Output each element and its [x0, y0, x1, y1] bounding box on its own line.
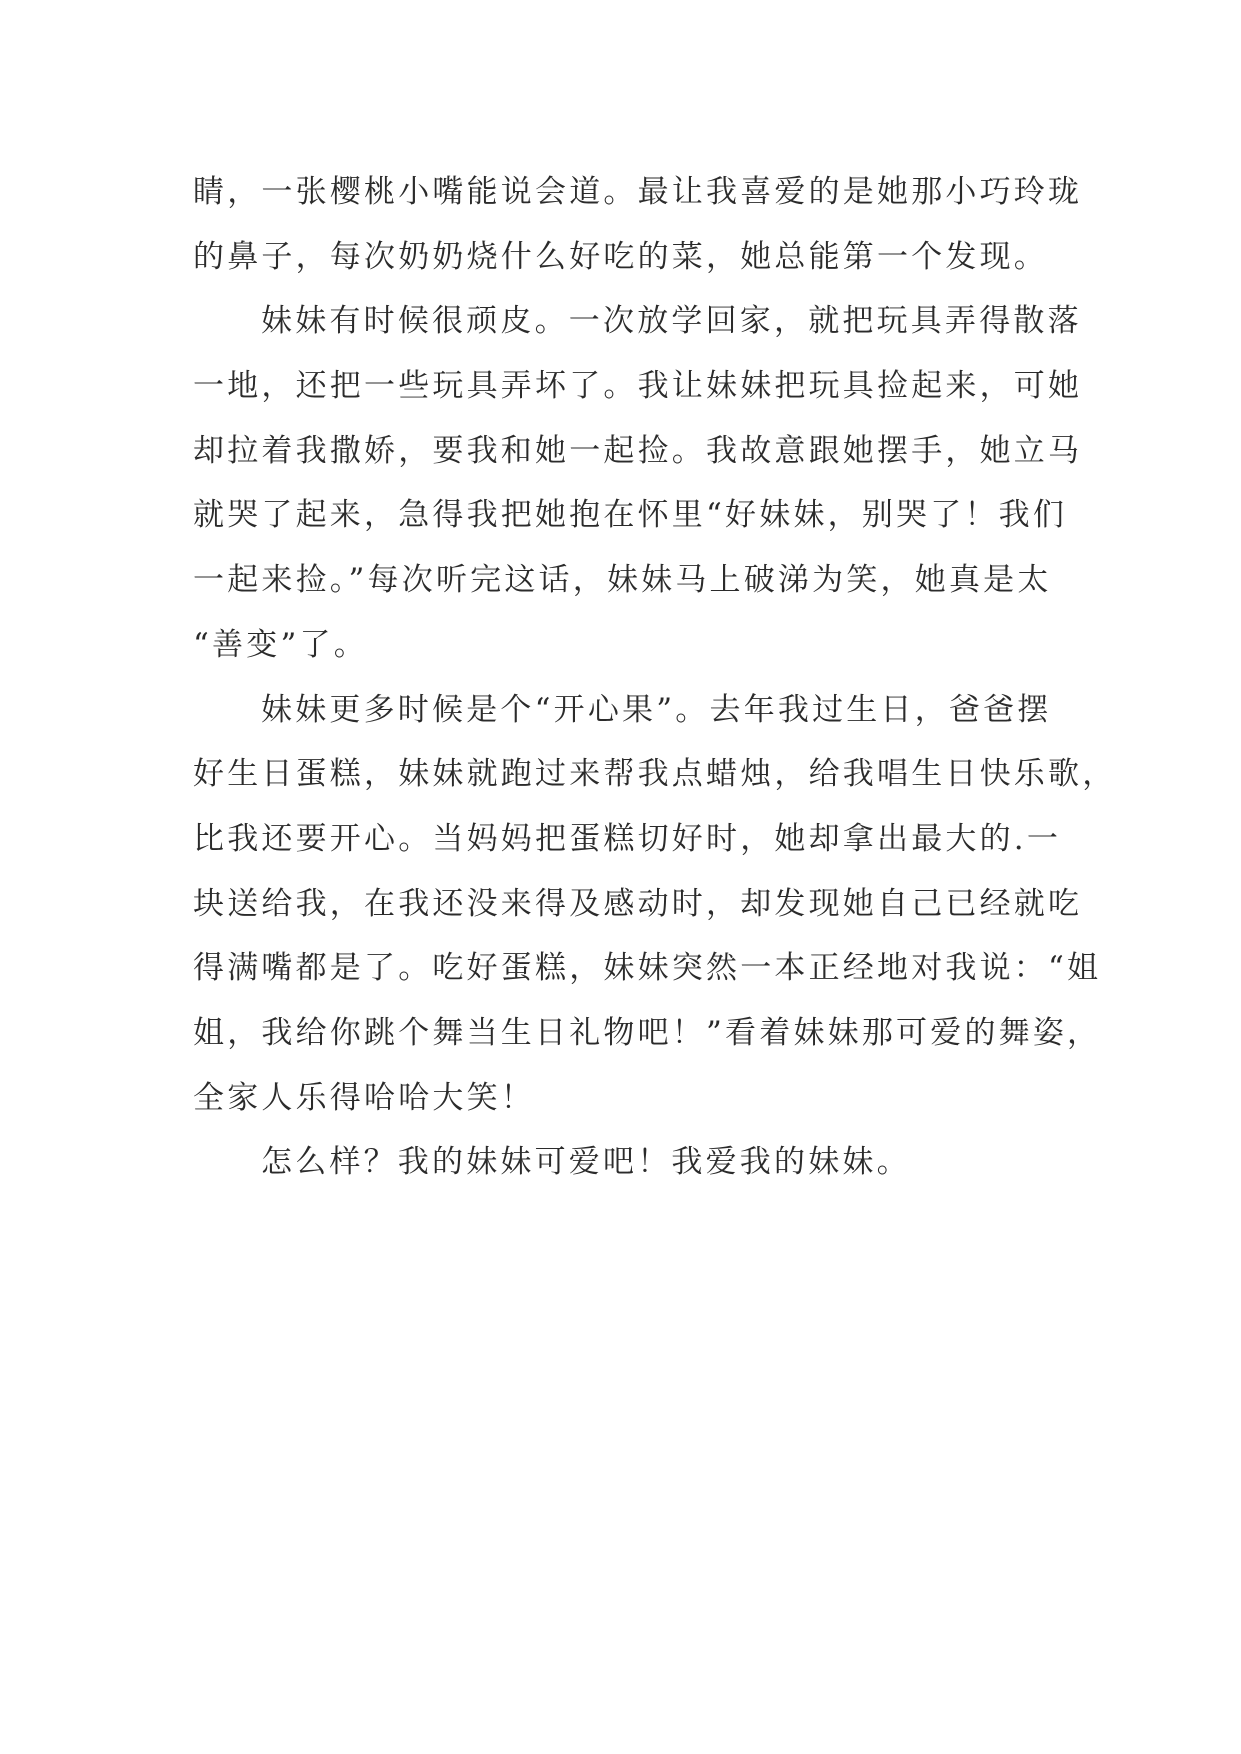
text-line: 却拉着我撒娇，要我和她一起捡。我故意跟她摆手，她立马 — [193, 432, 1083, 469]
text-line: 全家人乐得哈哈大笑！ — [193, 1079, 535, 1116]
text-line: “善变”了。 — [193, 626, 368, 663]
text-line: 好生日蛋糕，妹妹就跑过来帮我点蜡烛，给我唱生日快乐歌， — [193, 756, 1117, 793]
text-line: 的鼻子，每次奶奶烧什么好吃的菜，她总能第一个发现。 — [193, 238, 1048, 275]
text-line-paragraph-start: 怎么样？我的妹妹可爱吧！我爱我的妹妹。 — [261, 1144, 911, 1181]
text-line: 姐，我给你跳个舞当生日礼物吧！”看着妹妹那可爱的舞姿， — [193, 1014, 1102, 1051]
text-line: 睛，一张樱桃小嘴能说会道。最让我喜爱的是她那小巧玲珑 — [193, 174, 1083, 210]
text-line: 一地，还把一些玩具弄坏了。我让妹妹把玩具捡起来，可她 — [193, 368, 1083, 405]
text-line-paragraph-start: 妹妹更多时候是个“开心果”。去年我过生日，爸爸摆 — [261, 691, 1052, 728]
text-line: 一起来捡。”每次听完这话，妹妹马上破涕为笑，她真是太 — [193, 562, 1052, 599]
text-line: 就哭了起来，急得我把她抱在怀里“好妹妹，别哭了！我们 — [193, 497, 1068, 534]
text-line-paragraph-start: 妹妹有时候很顽皮。一次放学回家，就把玩具弄得散落 — [261, 303, 1082, 340]
essay-body — [193, 160, 1117, 1195]
text-line: 比我还要开心。当妈妈把蛋糕切好时，她却拿出最大的.一 — [193, 820, 1062, 857]
text-line: 得满嘴都是了。吃好蛋糕，妹妹突然一本正经地对我说：“姐 — [193, 950, 1102, 987]
text-line: 块送给我，在我还没来得及感动时，却发现她自己已经就吃 — [193, 885, 1083, 922]
